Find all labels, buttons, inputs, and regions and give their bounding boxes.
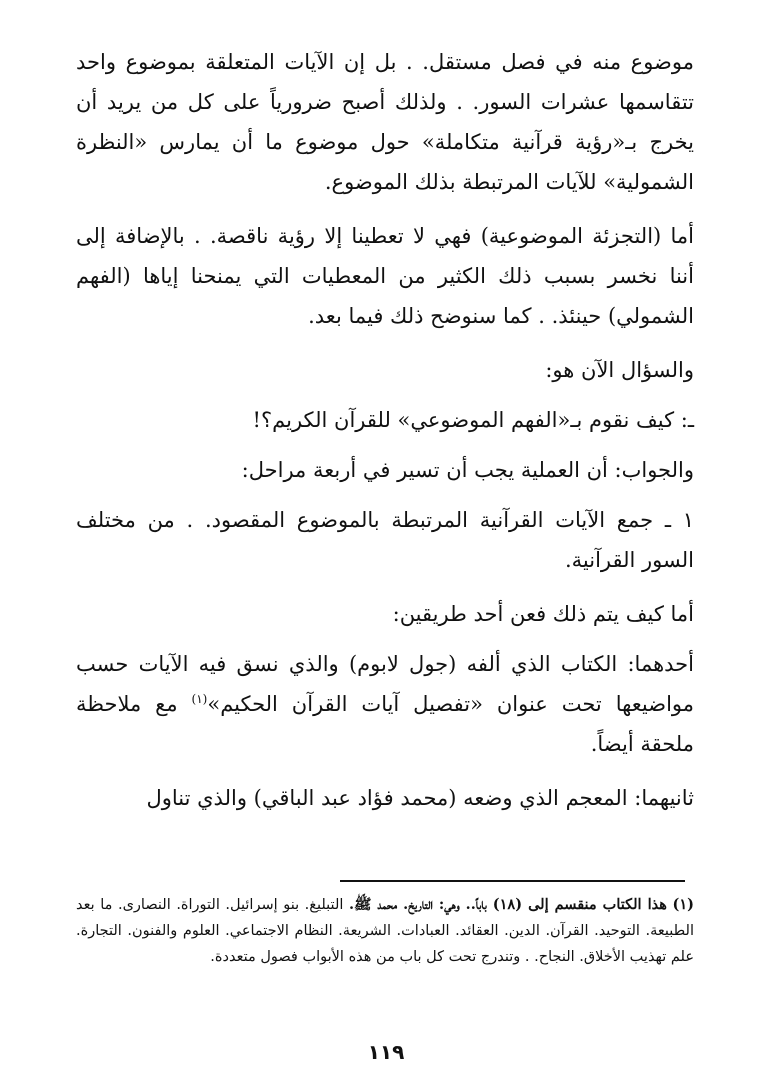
paragraph-question-lead: والسؤال الآن هو: [545,358,694,382]
footnote-body [76,892,694,970]
paragraph-step-one: ١ ـ جمع الآيات القرآنية المرتبطة بالموضوع المقصود. . من مختلف السور القرآنية. [76,508,694,572]
page-number: ١١٩ [367,1040,405,1064]
footnote-number: (١) [672,896,695,913]
footnote-text: التبليغ. بنو إسرائيل. التوراة. النصارى. ما بعد الطبيعة. التوحيد. القرآن. الدين. العقائد. العبادات. الشريعة. النظام الاجتماعي. العلوم والفنون. التجارة. علم تهذيب الأخلاق. النجاح. . وتندرج تحت كل باب من هذه الأبواب فصول متعددة. [76,897,694,965]
first-method-tail: مع ملاحظة ملحقة أيضاً. [76,692,694,756]
paragraph-intro: موضوع منه في فصل مستقل. . بل إن الآيات المتعلقة بموضوع واحد تتقاسمها عشرات السور. . ولذلك أصبح ضرورياً على كل من يريد أن يخرج بـ«رؤية قرآنية متكاملة» حول موضوع ما أن يمارس «النظرة الشمولية» للآيات المرتبطة بذلك الموضوع. [76,50,694,194]
paragraph-second-method: ثانيهما: المعجم الذي وضعه (محمد فؤاد عبد الباقي) والذي تناول [146,786,694,810]
footnote-reference[interactable]: (١) [191,692,208,706]
paragraph-fragmentation: أما (التجزئة الموضوعية) فهي لا تعطينا إلا رؤية ناقصة. . بالإضافة إلى أننا نخسر بسبب ذلك الكثير من المعطيات التي يمنحنا إياها (الفهم الشمولي) حينئذ. . كما سنوضح ذلك فيما بعد. [76,224,694,328]
first-method-text: أحدهما: الكتاب الذي ألفه (جول لابوم) والذي نسق فيه الآيات حسب مواضيعها تحت عنوان «تفصيل آيات القرآن الحكيم» [76,652,694,716]
paragraph-first-method [76,644,694,764]
body-text [76,42,694,832]
footnote-separator [340,880,685,882]
footnote-lead: هذا الكتاب منقسم إلى (١٨) باباً.. وهي: التاريخ. محمد ﷺ. [348,896,667,913]
paragraph-answer: والجواب: أن العملية يجب أن تسير في أربعة مراحل: [241,458,694,482]
footnote [76,892,694,970]
paragraph-methods: أما كيف يتم ذلك فعن أحد طريقين: [392,602,694,626]
paragraph-question: ـ: كيف نقوم بـ«الفهم الموضوعي» للقرآن الكريم؟! [252,408,694,432]
